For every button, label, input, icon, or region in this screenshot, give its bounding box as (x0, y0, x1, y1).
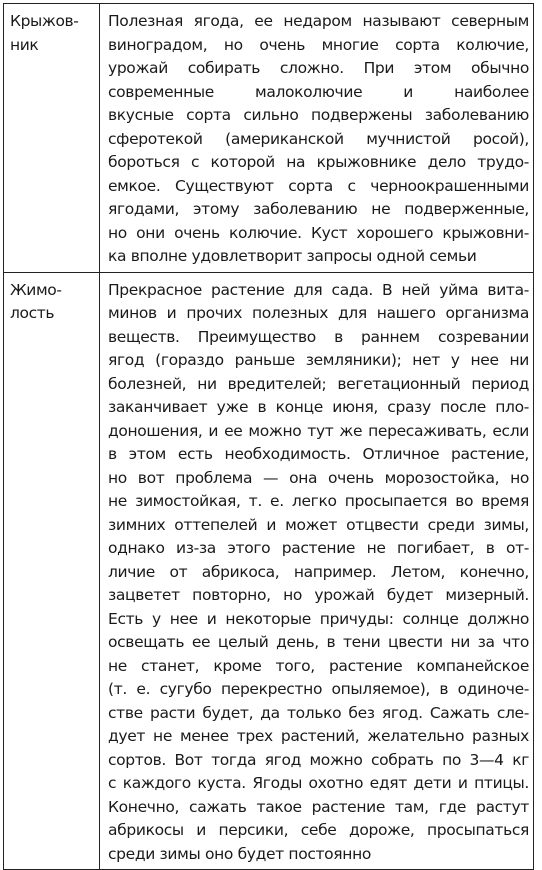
table-row (4, 272, 534, 870)
description-line: в этом есть необходимость. Отличное растение, (108, 445, 529, 463)
description-line: абрикосы и персики, себе дороже, просыпаться (108, 821, 529, 839)
description-line: не зимостойкая, т. е. легко просыпается во время (108, 492, 529, 510)
description-line: Прекрасное растение для сада. В ней уйма вита- (108, 280, 529, 299)
description-line: (т. е. сугубо перекрестно опыляемое), в одиноче- (108, 680, 529, 698)
description-line: веществ. Преимущество в раннем созревании (108, 327, 529, 346)
description-line: урожай собирать сложно. При этом обычно (108, 59, 529, 77)
plant-description-cell (100, 4, 534, 273)
description-line: ягод (гораздо раньше земляники); нет у нее ни (108, 351, 529, 369)
description-line: дует не менее трех растений, желательно разных (108, 727, 529, 745)
description-line: не станет, кроме того, растение компанейское (108, 656, 529, 675)
plant-description-cell (100, 272, 534, 870)
plant-name-cell (4, 272, 100, 870)
description-line: заканчивает уже в конце июня, сразу после пло- (108, 398, 529, 416)
description-line: сферотекой (американской мучнистой росой), (108, 129, 529, 148)
description-line: освещать ее целый день, в тени цвести ни за что (108, 633, 529, 651)
description-line: зацветет повторно, но урожай будет мизерный. (108, 586, 529, 604)
description-line: виноградом, но очень многие сорта колючие, (108, 35, 529, 54)
description-line: с каждого куста. Ягоды охотно едят дети и птицы. (108, 774, 529, 792)
description-line: Полезная ягода, ее недаром называют северным (108, 12, 529, 30)
description-line: но они очень колючие. Куст хорошего крыжовни- (108, 223, 529, 242)
description-line: ягодами, этому заболеванию не подверженные, (108, 200, 529, 218)
table-row (4, 4, 534, 273)
description-line: сортов. Вот тогда ягод можно собрать по 3—4 кг (108, 750, 529, 769)
description-line: среди зимы оно будет постоянно (108, 844, 371, 863)
plant-name-cell (4, 4, 100, 273)
description-line: емкое. Существуют сорта с черноокрашенными (108, 176, 529, 195)
description-line: Есть у нее и некоторые причуды: солнце должно (108, 609, 529, 628)
plant-name-line: ник (10, 35, 39, 54)
plant-table (3, 3, 534, 870)
description-line: бороться с которой на крыжовнике дело трудо- (108, 153, 529, 171)
description-line: вкусные сорта сильно подвержены заболеванию (108, 106, 529, 124)
description-line: ка вполне удовлетворит запросы одной семьи (108, 247, 477, 265)
description-line: личие от абрикоса, например. Летом, конечно, (108, 562, 529, 581)
description-line: болезней, ни вредителей; вегетационный период (108, 374, 529, 393)
description-line: доношения, и ее можно тут же пересаживать, если (108, 421, 529, 440)
description-line: но вот проблема — она очень морозостойка, но (108, 468, 529, 487)
plant-name-line: Жимо- (10, 280, 62, 299)
description-line: стве расти будет, да только без ягод. Сажать сле- (108, 703, 529, 722)
description-line: зимних оттепелей и может отцвести среди зимы, (108, 515, 529, 534)
description-line: современные малоколючие и наиболее (108, 82, 529, 101)
plant-name-line: Крыжов- (10, 12, 79, 30)
description-line: однако из-за этого растение не погибает, в от- (108, 539, 529, 557)
description-line: минов и прочих полезных для нашего организма (108, 304, 529, 322)
plant-name-line: лость (10, 304, 55, 322)
description-line: Конечно, сажать такое растение там, где растут (108, 797, 529, 816)
